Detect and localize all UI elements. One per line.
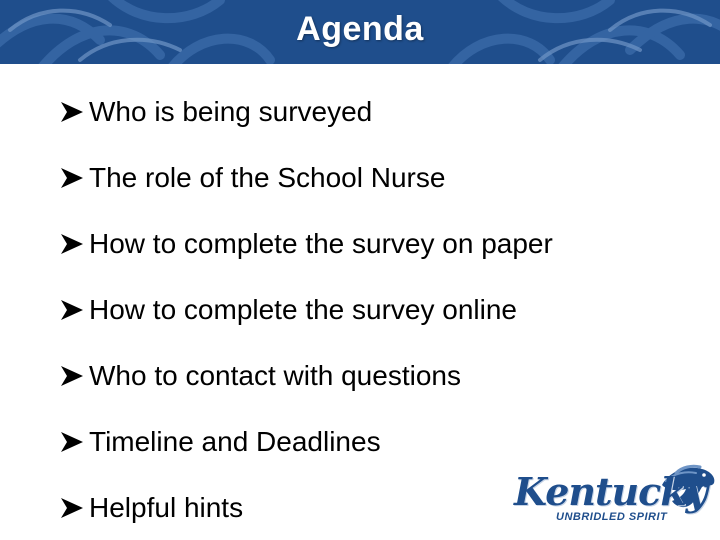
agenda-item-label: Helpful hints (89, 491, 244, 523)
slide-title: Agenda (296, 10, 424, 48)
agenda-item (58, 158, 553, 197)
agenda-item (58, 290, 553, 329)
agenda-item-label: The role of the School Nurse (89, 161, 446, 193)
agenda-list (58, 92, 553, 540)
arrowhead-bullet-icon (58, 164, 86, 192)
agenda-item (58, 488, 553, 527)
agenda-item-label: Who is being surveyed (89, 95, 373, 127)
arrowhead-bullet-icon (58, 362, 86, 390)
agenda-item (58, 224, 553, 263)
agenda-item (58, 92, 553, 131)
title-bar (0, 0, 720, 64)
agenda-item (58, 422, 553, 461)
logo-wordmark: Kentucky (514, 469, 707, 514)
arrowhead-bullet-icon (58, 428, 86, 456)
arrowhead-bullet-icon (58, 98, 86, 126)
arrowhead-bullet-icon (58, 296, 86, 324)
arrowhead-bullet-icon (58, 494, 86, 522)
agenda-item (58, 356, 553, 395)
arrowhead-bullet-icon (58, 230, 86, 258)
logo-tagline: UNBRIDLED SPIRIT (556, 511, 668, 523)
agenda-item-label: How to complete the survey online (89, 293, 517, 325)
agenda-item-label: How to complete the survey on paper (89, 227, 553, 259)
agenda-item-label: Timeline and Deadlines (89, 425, 381, 457)
agenda-item-label: Who to contact with questions (89, 359, 461, 391)
kentucky-logo (506, 463, 718, 535)
